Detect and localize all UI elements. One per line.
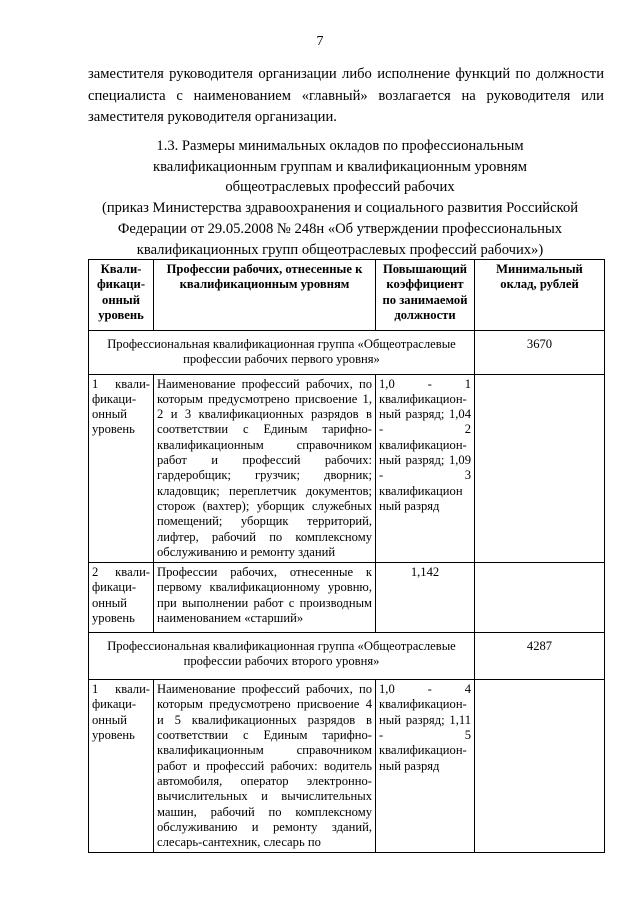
group-salary: 3670 [475,331,605,375]
section-subtitle: (приказ Министерства здравоохранения и социального развития Российской Федерации от 29.05.2008 № 248н «Об утверждении профессиональных квалификационных групп общеотраслевых профессий рабочих») [101,200,579,258]
professions-cell: Наименование профессий рабочих, по которым предусмотрено присвоение 1, 2 и 3 квалификационных разрядов в соответствии с Единым тарифно-квалификационным справочником работ и профессий рабочих: гардеробщик; грузчик; дворник; кладовщик; переплетчик документов; сторож (вахтер); уборщик служебных помещений; уборщик территорий, лифтер, рабочий по комплексному обслуживанию и ремонту зданий [154,374,376,563]
coefficient-cell: 1,142 [376,563,475,633]
professions-cell: Профессии рабочих, отнесенные к первому квалификационному уровню, при выполнении работ с производным наименованием «старший» [154,563,376,633]
table-row [89,680,605,853]
salary-cell [475,374,605,563]
header-level: Квали-фикаци-онный уровень [89,260,154,331]
table-row [89,374,605,563]
salary-cell [475,680,605,853]
header-salary: Минимальный оклад, рублей [475,260,605,331]
section-title: 1.3. Размеры минимальных окладов по профессиональным квалификационным группам и квалификационным уровням общеотраслевых профессий рабочих [152,138,527,196]
group-title: Профессиональная квалификационная группа «Общеотраслевые профессии рабочих первого уровня» [89,331,475,375]
coefficient-cell: 1,0 - 1 квалификацион-ный разряд; 1,04 - 2 квалификацион-ный разряд; 1,09 - 3 квалификацион ный разряд [376,374,475,563]
professions-cell: Наименование профессий рабочих, по которым предусмотрено присвоение 4 и 5 квалификационных разрядов в соответствии с Единым тарифно-квалификационным справочником работ и профессий рабочих: водитель автомобиля, оператор электронно-вычислительных и вычислительных машин, рабочий по комплексному обслуживанию и ремонту зданий, слесарь-сантехник, слесарь по [154,680,376,853]
group-salary: 4287 [475,633,605,680]
table-row [89,563,605,633]
table-header-row [89,260,605,331]
header-professions: Профессии рабочих, отнесенные к квалификационным уровням [154,260,376,331]
section-heading [100,136,580,260]
coefficient-cell: 1,0 - 4 квалификацион-ный разряд; 1,11 - 5 квалификацион-ный разряд [376,680,475,853]
page-number: 7 [316,34,324,49]
salary-table [88,259,605,853]
salary-cell [475,563,605,633]
level-cell: 2 квали-фикаци-онный уровень [89,563,154,633]
intro-paragraph: заместителя руководителя организации либо исполнение функций по должности специалиста с наименованием «главный» возлагается на руководителя или заместителя руководителя организации. [88,66,604,125]
group-row [89,633,605,680]
level-cell: 1 квали-фикаци-онный уровень [89,374,154,563]
group-title: Профессиональная квалификационная группа «Общеотраслевые профессии рабочих второго уровня» [89,633,475,680]
level-cell: 1 квали-фикаци-онный уровень [89,680,154,853]
header-coefficient: Повышающий коэффициент по занимаемой должности [376,260,475,331]
group-row [89,331,605,375]
